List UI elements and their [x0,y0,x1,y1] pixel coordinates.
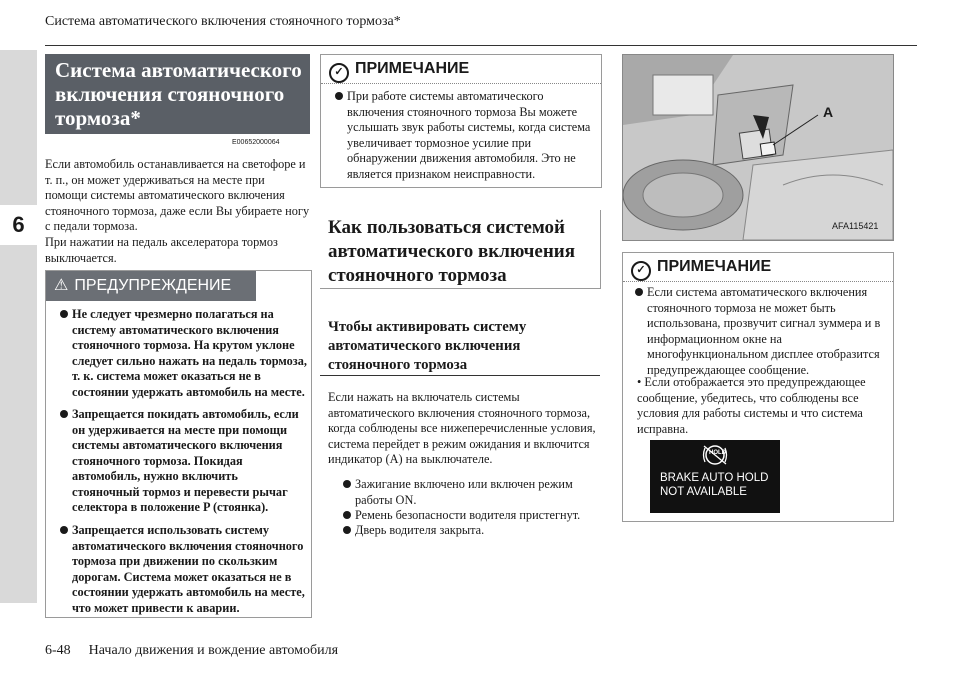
display-line-1: BRAKE AUTO HOLD [660,472,769,484]
bullet-icon [335,92,343,100]
chapter-tab: 6 [0,205,37,245]
side-band [0,50,37,603]
condition-text: Дверь водителя закрыта. [355,523,485,537]
warning-item [72,407,308,516]
bullet-icon [343,511,351,519]
bullet-icon [60,310,68,318]
warning-heading-text: ПРЕДУПРЕЖДЕНИЕ [74,277,232,294]
page-footer [45,643,338,659]
console-illustration [623,55,893,240]
intro-text-2: При нажатии на педаль акселератора тормоз выключается. [45,234,278,265]
bullet-icon [635,288,643,296]
note-heading [623,253,893,282]
note-subitem: • Если отображается это предупреждающее сообщение, убедитесь, что соблюдены все условия для работы системы и что система исправна. [637,375,866,436]
note-heading [321,55,601,84]
activation-subheading: Чтобы активировать систему автоматического включения стояночного тормоза [328,319,527,373]
warning-display [650,440,780,513]
hold-icon-text: HOLD [709,450,726,456]
activation-text: Если нажать на включатель системы автоматического включения стояночного тормоза, когда соблюдены все нижеперечисленные условия, система перейдет в режим ожидания и включится индикатор (A) на выключателе. [328,390,596,467]
bullet-icon [60,410,68,418]
condition-item [355,508,595,524]
figure-code: AFA115421 [832,221,879,231]
intro-text [45,157,310,266]
condition-item [355,477,595,508]
header-rule [45,45,917,46]
note-item-text: Если система автоматического включения стояночного тормоза не может быть использована, прозвучит сигнал зуммера и в информационном окне на многофункциональном дисплее отобразится предупреждающее сообщение. [647,285,881,377]
warning-item-text: Запрещается использовать систему автоматического включения стояночного тормоза при движении по скользким дорогам. Система может оказаться не в состоянии удержать автомобиль на месте, что может привести к аварии. [72,523,305,615]
condition-text: Зажигание включено или включен режим работы ON. [355,477,573,507]
display-line-2: NOT AVAILABLE [660,486,747,498]
intro-text-1: Если автомобиль останавливается на светофоре и т. п., он может удерживаться на месте при помощи системы автоматического включения стояночного тормоза, даже если Вы убираете ногу с педали тормоза. [45,157,310,234]
section-title: Система автоматического включения стояночного тормоза* [55,58,302,130]
section-title-box [45,54,310,134]
note-heading-text: ПРИМЕЧАНИЕ [657,258,772,275]
note-check-icon: ✓ [631,261,651,281]
bullet-icon [60,526,68,534]
warning-item-text: Не следует чрезмерно полагаться на систему автоматического включения стояночного тормоза. На крутом уклоне следует сильно нажать на педаль тормоза, т. к. система может оказаться не в состоянии удержать автомобиль на месте. [72,307,307,399]
warning-box [45,270,312,618]
section-code: E00652000064 [232,139,280,146]
brake-hold-icon [702,444,728,466]
condition-item [355,523,595,539]
bullet-icon [343,480,351,488]
switch-photo [622,54,894,241]
note-item [647,285,887,378]
warning-item [72,307,308,400]
note-item [347,89,593,182]
warning-heading [46,271,256,301]
note-heading-text: ПРИМЕЧАНИЕ [355,60,470,77]
condition-text: Ремень безопасности водителя пристегнут. [355,508,581,522]
label-a: A [823,104,834,120]
note-item-text: При работе системы автоматического включения стояночного тормоза Вы можете услышать звук работы системы, когда система увеличивает тормозное усилие при обнаружении движения автомобиля. Это не является признаком неисправности. [347,89,591,181]
subheading-rule [320,375,600,376]
usage-section-title: Как пользоваться системой автоматического включения стояночного тормоза [328,217,576,286]
usage-section-heading [320,210,601,289]
bullet-icon [343,526,351,534]
warning-item [72,523,308,616]
note-check-icon: ✓ [329,63,349,83]
warning-item-text: Запрещается покидать автомобиль, если он удерживается на месте при помощи системы автоматического включения стояночного тормоза. Покидая автомобиль, нужно включить стояночный тормоз и перевести рычаг селектора в положение P (стоянка). [72,407,299,514]
warning-triangle-icon: ⚠ [54,277,69,294]
page-number: 6-48 [45,643,71,658]
note-box-1 [320,54,602,188]
running-title: Система автоматического включения стояночного тормоза* [45,14,401,29]
display-message [660,471,768,499]
footer-title: Начало движения и вождение автомобиля [88,643,339,658]
